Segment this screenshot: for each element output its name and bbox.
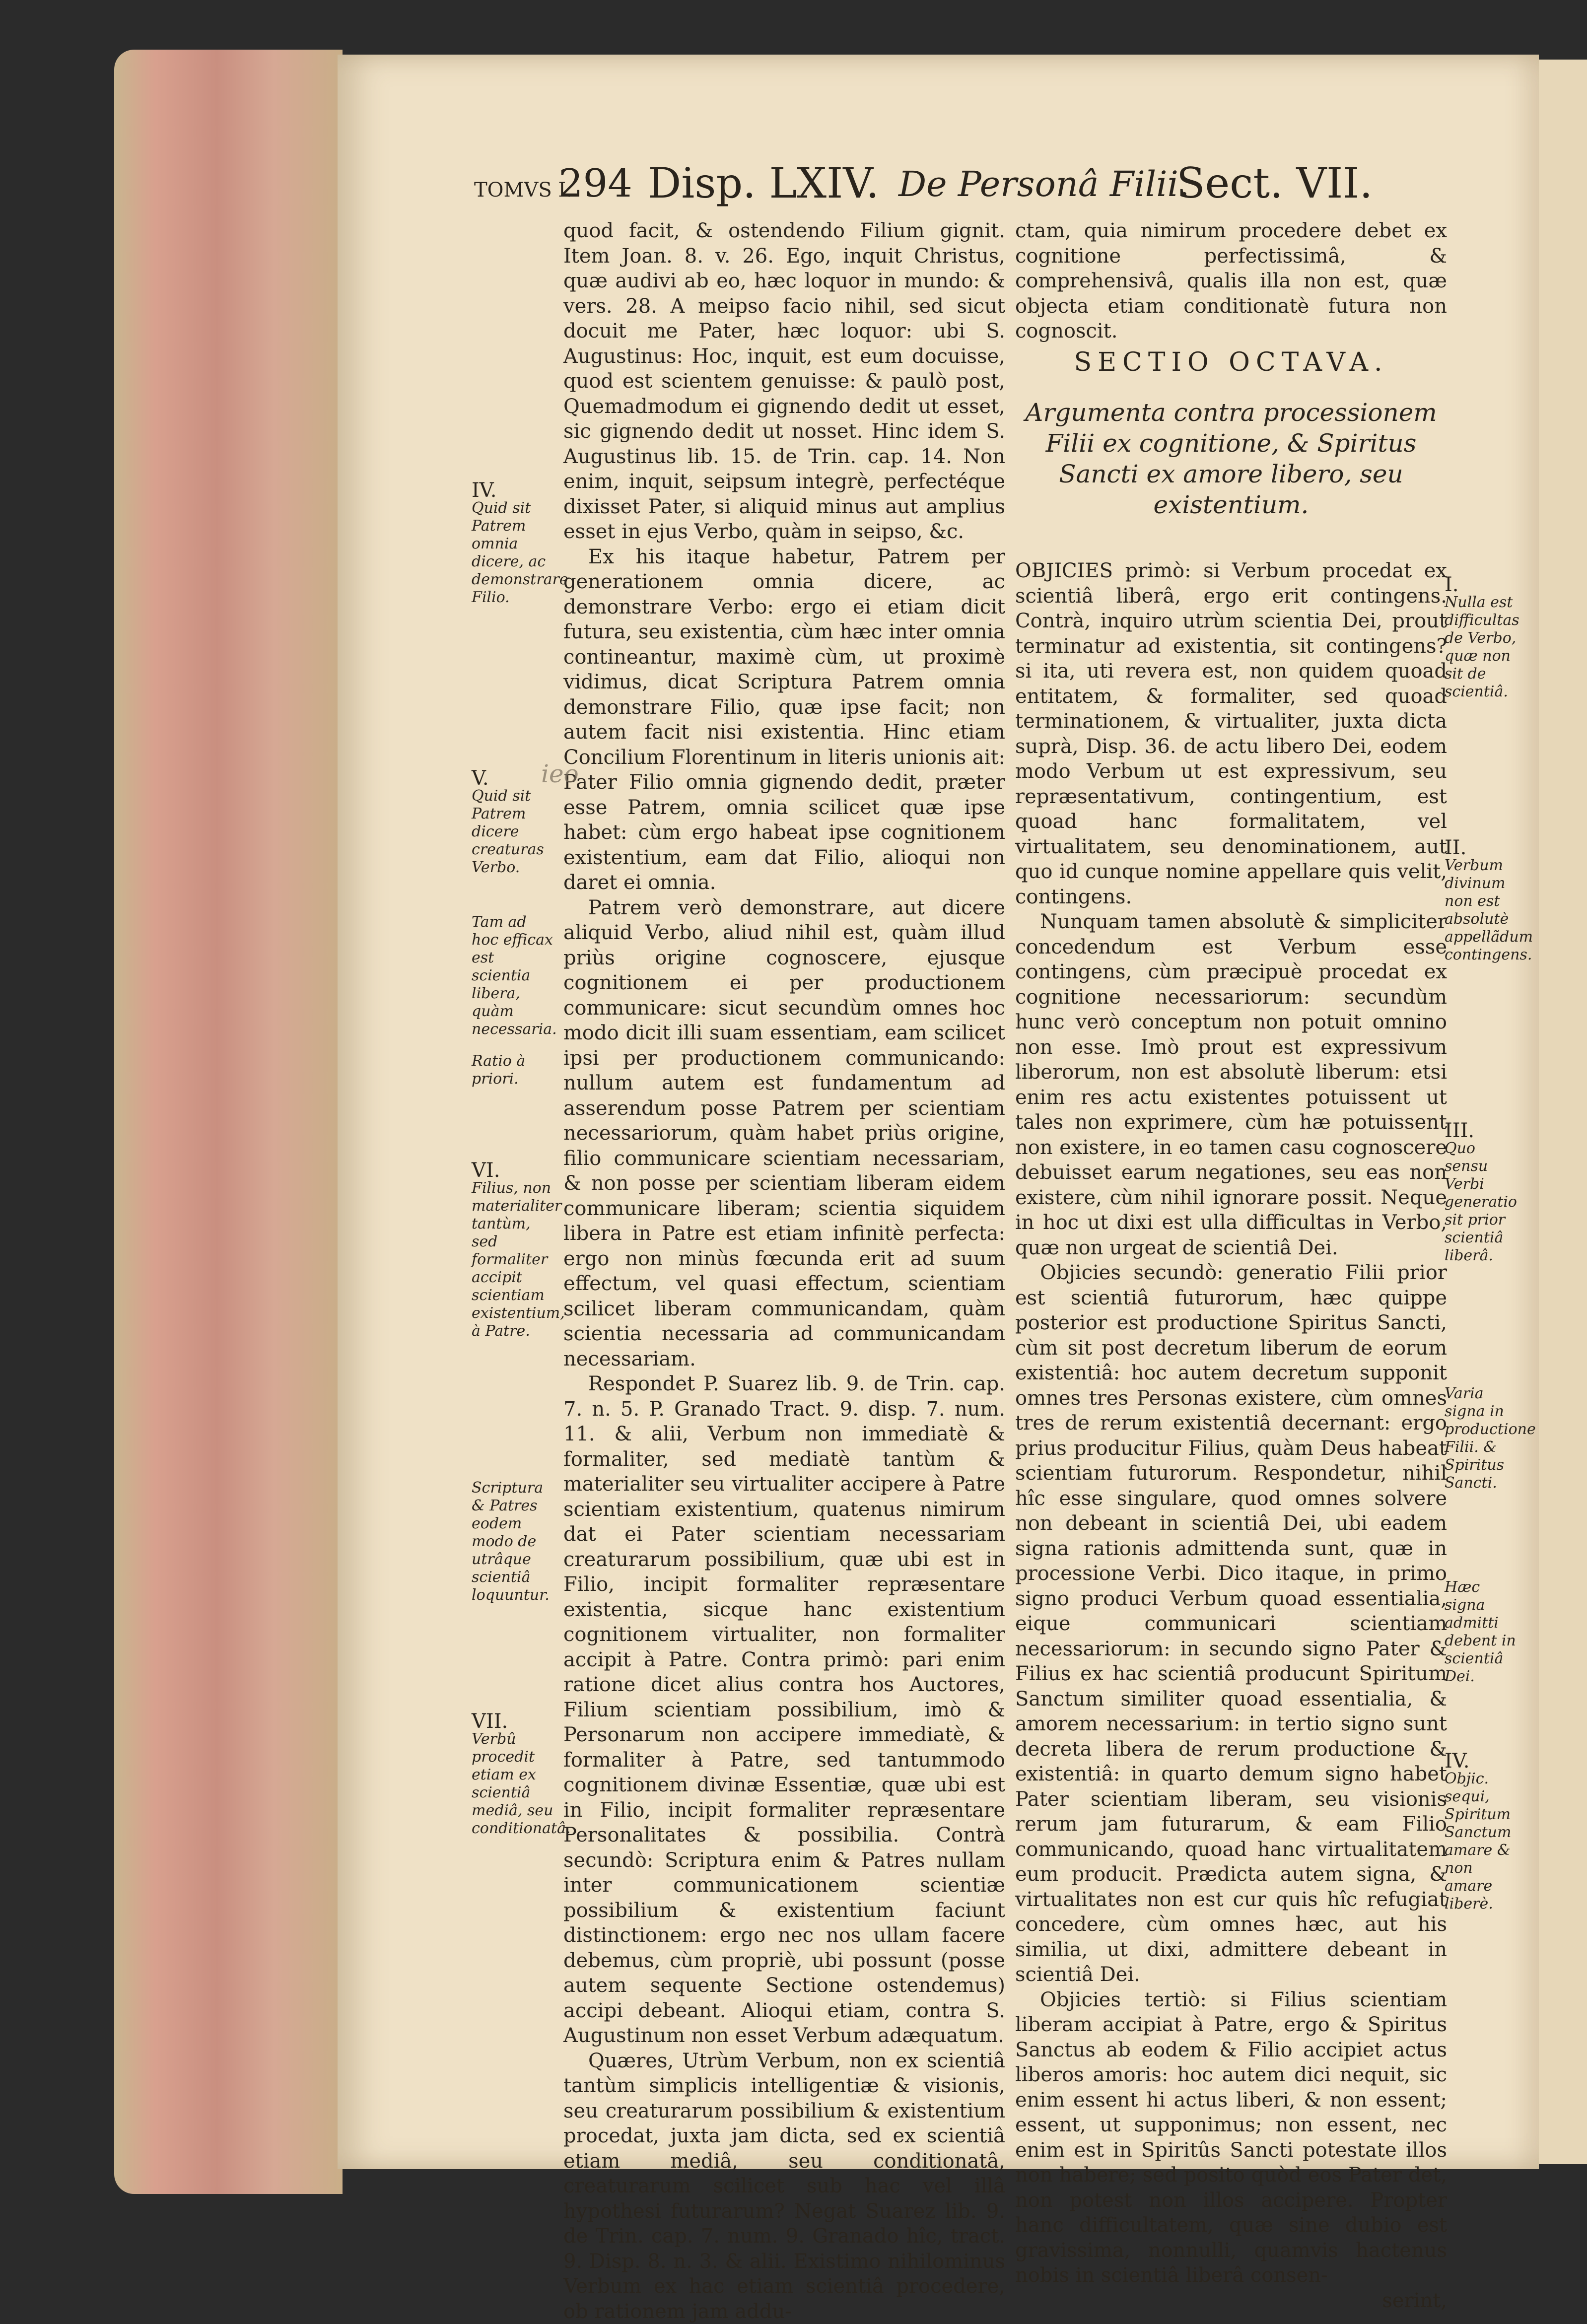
margin-note-v: V. Quid sit Patrem dicere creaturas Verbo. (472, 769, 556, 877)
paragraph: OBJICIES primò: si Verbum procedat ex scientiâ liberâ, ergo erit contingens. Contrà, inquiro utrùm scientia Dei, prout terminatur ad existentia, sit contingens? si ita, uti revera est, non quidem quoad entitatem, & formaliter, sed quoad terminationem, & virtualiter, juxta dicta suprà, Disp. 36. de actu libero Dei, eodem modo Verbum ut est expressivum, seu repræsentativum, contingentium, est quoad hanc formalitatem, vel virtualitatem, seu denominationem, aut quo id cunque nomine appellare quis velit, contingens. (1015, 558, 1447, 909)
margin-note-r-admitti: Hæc signa admitti debent in scientiâ Dei. (1445, 1578, 1519, 1686)
margin-note-vii: VII. Verbû procedit etiam ex scientiâ mediâ, seu conditionatâ. (472, 1712, 556, 1838)
section-title: SECTIO OCTAVA. (1015, 347, 1447, 377)
page-edges (114, 50, 343, 2194)
margin-note-r-signa: Varia signa in productione Filii. & Spiritus Sancti. (1445, 1385, 1519, 1492)
margin-note-vi: VI. Filius, non materialiter tantùm, sed formaliter accipit scientiam existentium, à Patre. (472, 1162, 556, 1340)
tomus-label: TOMVS I. (474, 179, 572, 202)
margin-note-r-iv: IV. Objic. sequi, Spiritum Sanctum amare & non amare liberè. (1445, 1752, 1519, 1913)
paragraph: quod facit, & ostendendo Filium gignit. Item Joan. 8. v. 26. Ego, inquit Christus, quæ audivi ab eo, hæc loquor in mundo: & vers. 28. A meipso facio nihil, sed sicut docuit me Pater, hæc loquor: ubi S. Augustinus: Hoc, inquit, est eum docuisse, quod est scientem genuisse: & paulò post, Quemadmodum ei gignendo dedit ut esset, sic gignendo dedit ut nosset. Hinc idem S. Augustinus lib. 15. de Trin. cap. 14. Non enim, inquit, seipsum integrè, perfectéque dixisset Pater, si aliquid minus aut amplius esset in ejus Verbo, quàm in seipso, &c. (563, 218, 1005, 545)
paragraph: Objicies tertiò: si Filius scientiam liberam accipiat à Patre, ergo & Spiritus Sanctus ab eodem & Filio accipiet actus liberos amoris: hoc autem dici nequit, sic enim essent hi actus liberi, & non essent; essent, ut supponimus; non essent, nec enim est in Spiritûs Sancti potestate illos non habere; sed posito quòd eos Pater det, non potest non illos accipere. Propter hanc difficultatem, quæ sine dubio est gravissima, nonnulli, quamvis hactenus nobis in scientiâ liberâ consen- (1015, 1987, 1447, 2288)
right-text-column-body (1015, 558, 1447, 2313)
paragraph: Nunquam tamen absolutè & simpliciter concedendum est Verbum esse contingens, cùm præcipuè procedat ex cognitione necessariorum: secundùm hunc verò conceptum non potuit omnino non esse. Imò prout est expressivum liberorum, non est absolutè liberum: etsi enim res actu existentes potuissent ut tales non exprimere, cùm hæ potuissent non existere, in eo tamen casu cognoscere debuisset earum negationes, seu eas non existere, cùm nihil ignorare possit. Neque in hoc ut dixi est ulla difficultas in Verbo, quæ non urgeat de scientiâ Dei. (1015, 909, 1447, 1260)
book-page (338, 55, 1539, 2169)
section-subtitle: Argumenta contra processionem Filii ex cognitione, & Spiritus Sancti ex amore libero, seu existentium. (1025, 397, 1437, 520)
handwritten-mark: ieo (541, 759, 579, 788)
page-number: 294 (558, 161, 632, 206)
margin-note-iv: IV. Quid sit Patrem omnia dicere, ac demonstrare Filio. (472, 481, 556, 607)
facing-page-edge (1539, 60, 1587, 2164)
margin-note-ratio: Ratio à priori. (472, 1052, 556, 1088)
paragraph: Ex his itaque habetur, Patrem per generationem omnia dicere, ac demonstrare Verbo: ergo ei etiam dicit futura, seu existentia, cùm hæc inter omnia contineantur, maximè cùm, ut proximè vidimus, dicat Scriptura Patrem omnia demonstrare Filio, quæ ipse facit; non autem facit nisi existentia. Hinc etiam Concilium Florentinum in literis unionis ait: Pater Filio omnia gignendo dedit, præter esse Patrem, omnia scilicet quæ ipse habet: cùm ergo habeat ipse cognitionem existentium, eam dat Filio, alioqui non daret ei omnia. (563, 545, 1005, 895)
right-text-column (1015, 218, 1447, 344)
paragraph: Quæres, Utrùm Verbum, non ex scientiâ tantùm simplicis intelligentiæ & visionis, seu creaturarum possibilium & existentium procedat, juxta jam dicta, sed ex scientiâ etiam mediâ, seu conditionatâ, creaturarum scilicet sub hac vel illâ hypothesi futurarum? Negat Suarez lib. 9. de Trin. cap. 7. num. 9. Granado hîc, tract. 9. Disp. 8. n. 3. & alii. Existimo nihilominus Verbum ex hac etiam scientiâ procedere, ob rationem jam addu- (563, 2049, 1005, 2324)
left-text-column (563, 218, 1005, 2324)
catchword: serint, (1015, 2288, 1447, 2314)
topic-heading: De Personâ Filii. (898, 164, 1189, 205)
paragraph: Objicies secundò: generatio Filii prior est scientiâ futurorum, hæc quippe posterior est productione Spiritus Sancti, cùm sit post decretum liberum de eorum existentiâ: hoc autem decretum supponit omnes tres Personas existere, cùm omnes tres de rerum existentiâ decernant: ergo prius producitur Filius, quàm Deus habeat scientiam futurorum. Respondetur, nihil hîc esse singulare, quod omnes solvere non debeant in scientiâ Dei, ubi eadem signa rationis admittenda sunt, quæ in processione Verbi. Dico itaque, in primo signo produci Verbum quoad essentialia, eique communicari scientiam necessariorum: in secundo signo Pater & Filius ex hac scientiâ producunt Spiritum Sanctum similiter quoad essentialia, & amorem necessarium: in tertio signo sunt decreta libera de rerum productione & existentiâ: in quarto demum signo habet Pater scientiam liberam, seu visionis rerum jam futurarum, & eam Filio communicando, quoad hanc virtualitatem eum producit. Prædicta autem signa, & virtualitates non est cur quis hîc refugiat concedere, cùm omnes hæc, aut his similia, ut dixi, admittere debeant in scientiâ Dei. (1015, 1260, 1447, 1987)
paragraph: Patrem verò demonstrare, aut dicere aliquid Verbo, aliud nihil est, quàm illud priùs origine cognoscere, ejusque cognitionem ei per productionem communicare: sicut secundùm omnes hoc modo dicit illi suam essentiam, eam scilicet ipsi per productionem communicando: nullum autem est fundamentum ad asserendum posse Patrem per scientiam necessariorum, quàm habet priùs origine, filio communicare scientiam necessariam, & non posse per scientiam liberam eidem communicare liberam; scientia siquidem libera in Patre est etiam infinitè perfecta: ergo non minùs fœcunda erit ad suum effectum, vel quasi effectum, scientiam scilicet liberam communicandam, quàm scientia necessaria ad communicandam necessariam. (563, 895, 1005, 1372)
margin-note-r-ii: II. Verbum divinum non est absolutè appellãdum contingens. (1445, 839, 1519, 964)
margin-note-r-iii: III. Quo sensu Verbi generatio sit prior scientiâ liberâ. (1445, 1122, 1519, 1265)
margin-note-efficax: Tam ad hoc efficax est scientia libera, quàm necessaria. (472, 913, 556, 1038)
disputation-heading: Disp. LXIV. (648, 159, 879, 207)
section-heading: Sect. VII. (1176, 159, 1373, 207)
margin-note-scriptura: Scriptura & Patres eodem modo de utrâque scientiâ loquuntur. (472, 1479, 556, 1604)
margin-note-r-i: I. Nulla est difficultas de Verbo, quæ non sit de scientiâ. (1445, 576, 1519, 701)
paragraph: Respondet P. Suarez lib. 9. de Trin. cap. 7. n. 5. P. Granado Tract. 9. disp. 7. num. 11. & alii, Verbum non immediatè & formaliter, sed mediatè tantùm & materialiter seu virtualiter accipere à Patre scientiam existentium, quatenus nimirum dat ei Pater scientiam necessariam creaturarum possibilium, quæ ubi est in Filio, incipit formaliter repræsentare existentia, sicque hanc existentium cognitionem virtualiter, non formaliter accipit à Patre. Contra primò: pari enim ratione dicet alius contra hos Auctores, Filium scientiam possibilium, imò & Personarum non accipere immediatè, & formaliter à Patre, sed tantummodo cognitionem divinæ Essentiæ, quæ ubi est in Filio, incipit formaliter repræsentare Personalitates & possibilia. Contrà secundò: Scriptura enim & Patres nullam inter communicationem scientiæ possibilium & existentium faciunt distinctionem: ergo nec nos ullam facere debemus, cùm propriè, ubi possunt (posse autem sequente Sectione ostendemus) accipi debeant. Alioqui etiam, contra S. Augustinum non esset Verbum adæquatum. (563, 1371, 1005, 2049)
paragraph: ctam, quia nimirum procedere debet ex cognitione perfectissimâ, & comprehensivâ, qualis illa non est, quæ objecta etiam conditionatè futura non cognoscit. (1015, 218, 1447, 344)
